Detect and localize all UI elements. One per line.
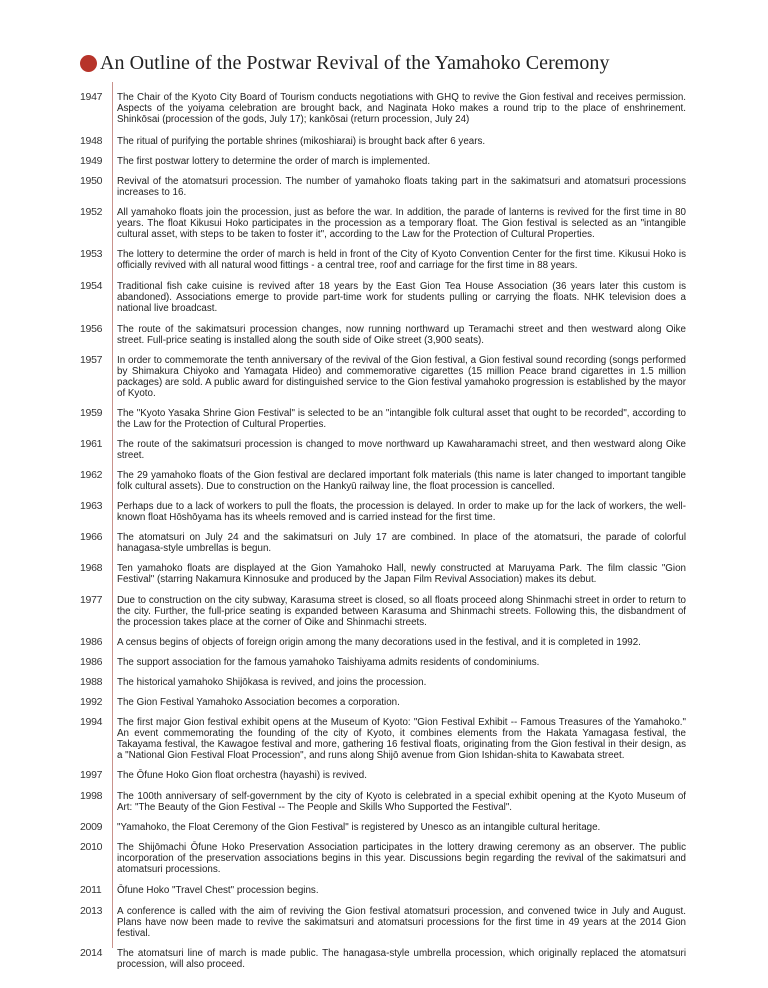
timeline-entry bbox=[80, 176, 686, 198]
entry-description: All yamahoko floats join the procession, just as before the war. In addition, the parade of lanterns is revived for the first time in 80 years. The float Kikusui Hoko participates in the procession as a temporary float. The Gion festival is selected as an "intangible cultural asset, with steps to be taken to foster it", according to the Law for the Protection of Cultural Properties. bbox=[117, 207, 686, 240]
entry-description: The Ōfune Hoko Gion float orchestra (hayashi) is revived. bbox=[117, 770, 367, 781]
entry-year: 1963 bbox=[80, 500, 103, 512]
timeline-entry bbox=[80, 355, 686, 399]
entry-year: 1952 bbox=[80, 206, 103, 218]
entry-year: 1988 bbox=[80, 676, 103, 688]
timeline-entry bbox=[80, 595, 686, 628]
entry-description: The "Kyoto Yasaka Shrine Gion Festival" is selected to be an "intangible folk cultural asset that ought to be recorded", according to the Law for the Protection of Cultural Properties. bbox=[117, 408, 686, 430]
timeline-entry bbox=[80, 281, 686, 314]
entry-year: 2011 bbox=[80, 884, 102, 896]
entry-description: The Chair of the Kyoto City Board of Tourism conducts negotiations with GHQ to revive the Gion festival and receives permission. Aspects of the yoiyama celebration are brought back, and Naginata Hoko makes a round trip to the place of enshrinement. Shinkōsai (procession of the gods, July 17); kankōsai (return procession, July 24) bbox=[117, 92, 686, 125]
entry-year: 2014 bbox=[80, 947, 103, 959]
entry-year: 1957 bbox=[80, 354, 103, 366]
entry-description: The atomatsuri on July 24 and the sakimatsuri on July 17 are combined. In place of the atomatsuri, the parade of colorful hanagasa-style umbrellas is begun. bbox=[117, 532, 686, 554]
timeline-entry bbox=[80, 885, 686, 896]
page-title-row bbox=[80, 50, 740, 76]
entry-year: 1997 bbox=[80, 769, 103, 781]
page-title: An Outline of the Postwar Revival of the Yamahoko Ceremony bbox=[100, 51, 610, 74]
entry-description: The route of the sakimatsuri procession is changed to move northward up Kawaharamachi street, and then westward along Oike street. bbox=[117, 439, 686, 461]
entry-description: The 100th anniversary of self-government by the city of Kyoto is celebrated in a special exhibit opening at the Kyoto Museum of Art: "The Beauty of the Gion Festival -- The People and Skills Who Supported the Festival". bbox=[117, 791, 686, 813]
timeline-entry bbox=[80, 822, 686, 833]
timeline-entry bbox=[80, 324, 686, 346]
entry-year: 1966 bbox=[80, 531, 103, 543]
entry-description: The lottery to determine the order of march is held in front of the City of Kyoto Convention Center for the first time. Kikusui Hoko is officially revived with all natural wood fittings - a central tree, roof and carriage for the first time in 88 years. bbox=[117, 249, 686, 271]
entry-year: 2009 bbox=[80, 821, 103, 833]
entry-description: The first postwar lottery to determine the order of march is implemented. bbox=[117, 156, 431, 167]
timeline-entry bbox=[80, 92, 686, 125]
entry-year: 1977 bbox=[80, 594, 103, 606]
entry-year: 1948 bbox=[80, 135, 103, 147]
entry-year: 1992 bbox=[80, 696, 103, 708]
entry-year: 1994 bbox=[80, 716, 103, 728]
title-bullet-icon bbox=[80, 55, 97, 72]
timeline-entry bbox=[80, 532, 686, 554]
timeline-entry bbox=[80, 249, 686, 271]
timeline-entry bbox=[80, 948, 686, 970]
entry-year: 1956 bbox=[80, 323, 103, 335]
entry-year: 2013 bbox=[80, 905, 103, 917]
entry-description: In order to commemorate the tenth anniversary of the revival of the Gion festival, a Gion festival sound recording (songs performed by Shimakura Chiyoko and Yamagata Hideo) and commemorative cigarettes (15 million Peace brand cigarettes in 1.5 million packages) are sold. A public award for distinguished service to the Gion festival yamahoko progression is established by the mayor of Kyoto. bbox=[117, 355, 686, 399]
entry-year: 1962 bbox=[80, 469, 103, 481]
timeline-entry bbox=[80, 657, 686, 668]
entry-year: 1986 bbox=[80, 636, 103, 648]
entry-description: The historical yamahoko Shijōkasa is revived, and joins the procession. bbox=[117, 677, 427, 688]
entry-description: The 29 yamahoko floats of the Gion festival are declared important folk materials (this name is later changed to important tangible folk cultural assets). Due to construction on the Hankyū railway line, the float procession is cancelled. bbox=[117, 470, 686, 492]
entry-year: 1968 bbox=[80, 562, 103, 574]
timeline-entry bbox=[80, 842, 686, 875]
entry-year: 1998 bbox=[80, 790, 103, 802]
timeline-entry bbox=[80, 408, 686, 430]
timeline-entry bbox=[80, 906, 686, 939]
entry-year: 1953 bbox=[80, 248, 103, 260]
entry-year: 1986 bbox=[80, 656, 103, 668]
entry-description: Traditional fish cake cuisine is revived after 18 years by the East Gion Tea House Association (36 years later this custom is abandoned). Associations emerge to provide part-time work for students pulling or carrying the floats. NHK television does a national live broadcast. bbox=[117, 281, 686, 314]
entry-description: "Yamahoko, the Float Ceremony of the Gion Festival" is registered by Unesco as an intangible cultural heritage. bbox=[117, 822, 601, 833]
entry-year: 1959 bbox=[80, 407, 103, 419]
entry-description: The Gion Festival Yamahoko Association becomes a corporation. bbox=[117, 697, 400, 708]
entry-year: 1954 bbox=[80, 280, 103, 292]
entry-description: Revival of the atomatsuri procession. The number of yamahoko floats taking part in the sakimatsuri and atomatsuri processions increases to 16. bbox=[117, 176, 686, 198]
entry-description: Perhaps due to a lack of workers to pull the floats, the procession is delayed. In order to make up for the lack of workers, the well-known float Hōshōyama has its wheels removed and is carried instead for the first time. bbox=[117, 501, 686, 523]
entry-description: Ōfune Hoko "Travel Chest" procession begins. bbox=[117, 885, 319, 896]
entry-year: 1950 bbox=[80, 175, 103, 187]
entry-description: A conference is called with the aim of reviving the Gion festival atomatsuri procession, and convened twice in July and August. Plans have now been made to revive the sakimatsuri and atomatsuri processions for the first time in 49 years at the 2014 Gion festival. bbox=[117, 906, 686, 939]
entry-year: 1949 bbox=[80, 155, 103, 167]
timeline-entry bbox=[80, 637, 686, 648]
entry-description: A census begins of objects of foreign origin among the many decorations used in the festival, and it is completed in 1992. bbox=[117, 637, 641, 648]
entry-description: The route of the sakimatsuri procession changes, now running northward up Teramachi street and then westward along Oike street. Full-price seating is installed along the south side of Oike street (3,900 seats). bbox=[117, 324, 686, 346]
entry-description: Ten yamahoko floats are displayed at the Gion Yamahoko Hall, newly constructed at Maruyama Park. The film classic "Gion Festival" (starring Nakamura Kinnosuke and produced by the Japan Film Revival Association) makes its debut. bbox=[117, 563, 686, 585]
timeline-entry bbox=[80, 470, 686, 492]
timeline-entry bbox=[80, 563, 686, 585]
timeline-entry bbox=[80, 207, 686, 240]
entry-year: 1961 bbox=[80, 438, 103, 450]
entry-year: 2010 bbox=[80, 841, 103, 853]
entry-description: The support association for the famous yamahoko Taishiyama admits residents of condominiums. bbox=[117, 657, 540, 668]
timeline-entry bbox=[80, 717, 686, 761]
entry-description: The first major Gion festival exhibit opens at the Museum of Kyoto: "Gion Festival Exhibit -- Famous Treasures of the Yamahoko." An event commemorating the founding of the city of Kyoto, it combines elements from the Hakata Yamagasa festival, the Takayama festival, the Kawagoe festival and more, gathering 16 festival floats, originating from the Gion festival in their design, as a "National Gion Festival Float Procession", and runs along Shijō avenue from Gion Ishidan-shita to Kawabata street. bbox=[117, 717, 686, 761]
timeline-entry bbox=[80, 156, 686, 167]
timeline bbox=[80, 83, 686, 970]
timeline-entry bbox=[80, 501, 686, 523]
entry-description: The Shijōmachi Ōfune Hoko Preservation Association participates in the lottery drawing ceremony as an observer. The public incorporation of the preservation associations begins in this year. Discussions begin regarding the revival of the sakimatsuri and atomatsuri processions. bbox=[117, 842, 686, 875]
entry-description: The atomatsuri line of march is made public. The hanagasa-style umbrella procession, which originally replaced the atomatsuri procession, will also proceed. bbox=[117, 948, 686, 970]
entry-description: The ritual of purifying the portable shrines (mikoshiarai) is brought back after 6 years. bbox=[117, 136, 486, 147]
timeline-entry bbox=[80, 697, 686, 708]
timeline-entry bbox=[80, 439, 686, 461]
timeline-entry bbox=[80, 136, 686, 147]
entry-year: 1947 bbox=[80, 91, 103, 103]
entry-description: Due to construction on the city subway, Karasuma street is closed, so all floats proceed along Shinmachi street in order to return to the city. Further, the full-price seating is expanded between Karasuma and Shinmachi streets. Following this, the disbandment of the procession takes place at the corner of Oike and Shinmachi streets. bbox=[117, 595, 686, 628]
timeline-entry bbox=[80, 770, 686, 781]
timeline-entry bbox=[80, 791, 686, 813]
timeline-entry bbox=[80, 677, 686, 688]
